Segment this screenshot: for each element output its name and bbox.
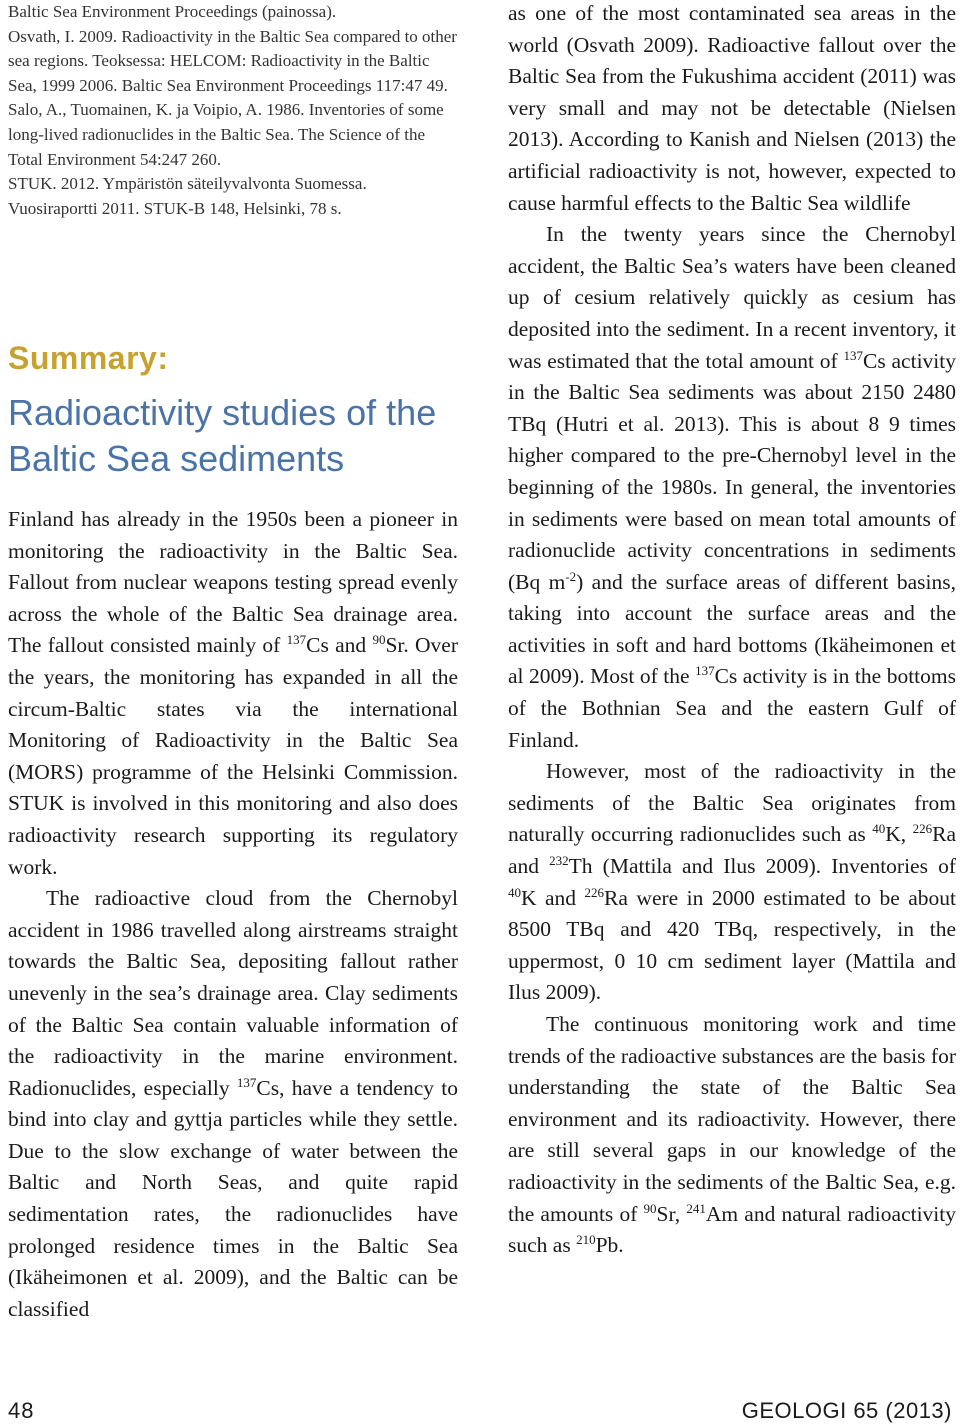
body-paragraph: However, most of the radioactivity in the sediments of the Baltic Sea originates from naturally occurring radionuclides such as $^{40}$K, $^{226}$Ra and $^{232}$Th (Mattila and Ilus 2009). Inventories of $^{40}$K and $^{226}$Ra were in 2000 estimated to be about 8500 TBq and 420 TBq, respectively, in the uppermost, 0 10 cm sediment layer (Mattila and Ilus 2009).: [508, 759, 956, 1005]
reference-item: Salo, A., Tuomainen, K. ja Voipio, A. 1986. Inventories of some long-lived radionuclides in the Baltic Sea. The Science of the Total Environment 54:247 260.: [8, 100, 444, 169]
body-paragraph: In the twenty years since the Chernobyl accident, the Baltic Sea’s waters have been cleaned up of cesium relatively quickly as cesium has deposited into the sediment. In a recent inventory, it was estimated that the total amount of $^{137}$Cs activity in the Baltic Sea sediments was about 2150 2480 TBq (Hutri et al. 2013). This is about 8 9 times higher compared to the pre-Chernobyl level in the beginning of the 1980s. In general, the inventories in sediments were based on mean total amounts of radionuclide activity concentrations in sediments (Bq $m^{-2}$) and the surface areas of different basins, taking into account the surface areas and the activities in soft and hard bottoms (Ikäheimonen et al 2009). Most of the $^{137}$Cs activity is in the bottoms of the Bothnian Sea and the eastern Gulf of Finland.: [508, 222, 956, 752]
page-number: 48: [8, 1398, 35, 1423]
reference-item: Osvath, I. 2009. Radioactivity in the Baltic Sea compared to other sea regions. Teoksessa: HELCOM: Radioactivity in the Baltic Sea, 1999 2006. Baltic Sea Environment Proceedings 117:47 49.: [8, 26, 457, 95]
summary-title: Radioactivity studies of the Baltic Sea sediments: [8, 392, 437, 479]
journal-footer: GEOLOGI 65 (2013): [741, 1398, 952, 1423]
body-paragraph: The radioactive cloud from the Chernobyl accident in 1986 travelled along airstreams straight towards the Baltic Sea, depositing fallout rather unevenly in the sea’s drainage area. Clay sediments of the Baltic Sea contain valuable information of the radioactivity in the marine environment. Radionuclides, especially $^{137}$Cs, have a tendency to bind into clay and gyttja particles while they settle. Due to the slow exchange of water between the Baltic and North Seas, and quite rapid sedimentation rates, the radionuclides have prolonged residence times in the Baltic Sea (Ikäheimonen et al. 2009), and the Baltic can be classified: [8, 886, 458, 1321]
body-paragraph: Finland has already in the 1950s been a pioneer in monitoring the radioactivity in the Baltic Sea. Fallout from nuclear weapons testing spread evenly across the whole of the Baltic Sea drainage area. The fallout consisted mainly of $^{137}$Cs and $^{90}$Sr. Over the years, the monitoring has expanded in all the circum-Baltic states via the international Monitoring of Radioactivity in the Baltic Sea (MORS) programme of the Helsinki Commission. STUK is involved in this monitoring and also does radioactivity research supporting its regulatory work.: [8, 507, 459, 879]
reference-list: [8, 0, 458, 221]
summary-body-left-column: [8, 504, 458, 1325]
summary-body-right-column: [508, 0, 956, 1262]
body-paragraph: as one of the most contaminated sea areas in the world (Osvath 2009). Radioactive fallout over the Baltic Sea from the Fukushima accident (2011) was very small and may not be detectable (Nielsen 2013). According to Kanish and Nielsen (2013) the artificial radioactivity is not, however, expected to cause harmful effects to the Baltic Sea wildlife: [508, 1, 956, 215]
summary-label: Summary:: [8, 340, 169, 376]
reference-item: STUK. 2012. Ympäristön säteilyvalvonta Suomessa. Vuosiraportti 2011. STUK-B 148, Helsinki, 78 s.: [8, 174, 367, 218]
reference-item: Baltic Sea Environment Proceedings (painossa).: [8, 2, 337, 21]
body-paragraph: The continuous monitoring work and time trends of the radioactive substances are the basis for understanding the state of the Baltic Sea environment and its radioactivity. However, there are still several gaps in our knowledge of the radioactivity in the sediments of the Baltic Sea, e.g. the amounts of $^{90}$Sr, $^{241}$Am and natural radioactivity such as $^{210}$Pb.: [508, 1012, 957, 1258]
